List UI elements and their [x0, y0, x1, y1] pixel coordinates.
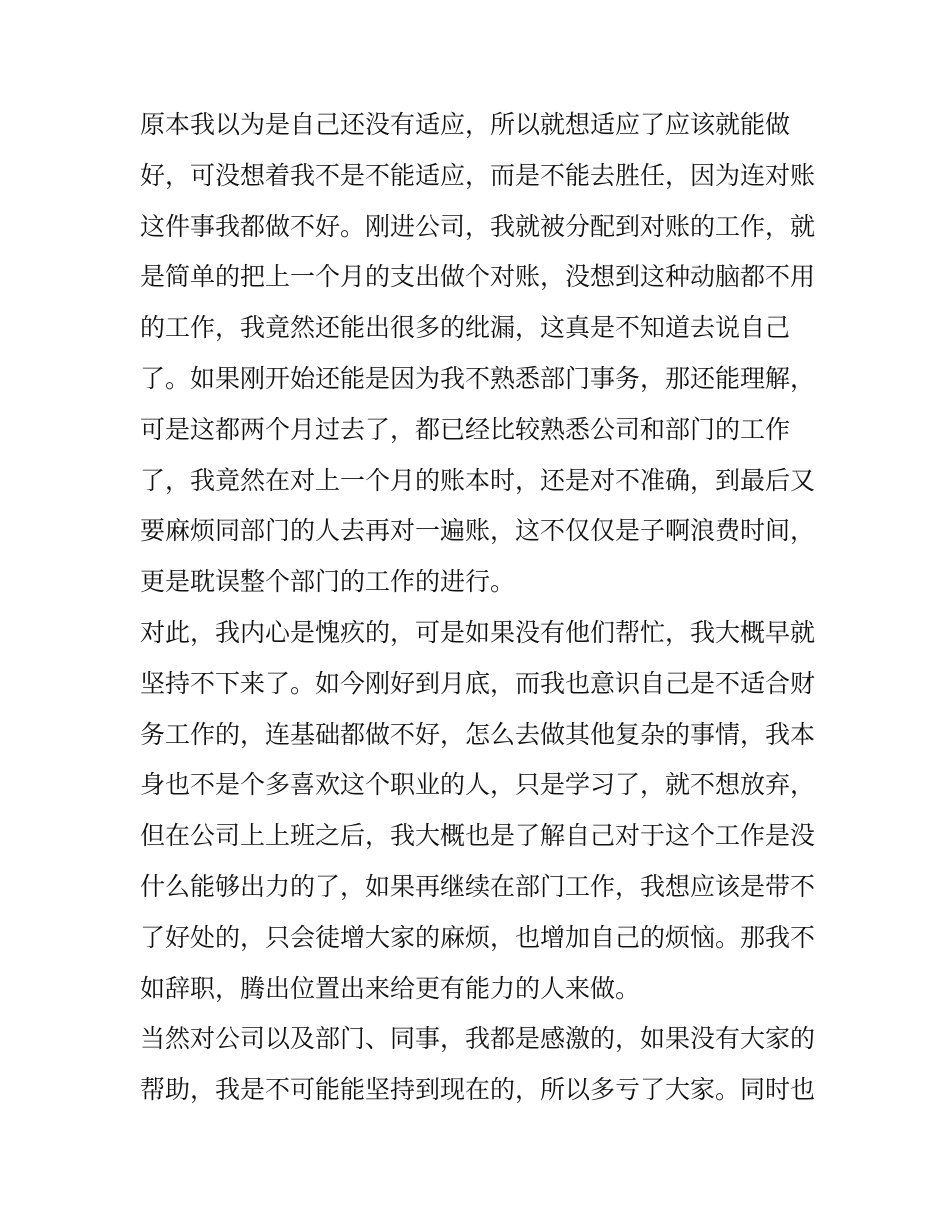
text-line: 原本我以为是自己还没有适应，所以就想适应了应该就能做: [140, 110, 791, 139]
text-line: 的工作，我竟然还能出很多的纰漏，这真是不知道去说自己: [140, 313, 791, 343]
text-line: 当然对公司以及部门、同事，我都是感激的，如果没有大家的: [140, 1024, 816, 1054]
text-line: 这件事我都做不好。刚进公司，我就被分配到对账的工作，就: [140, 211, 816, 241]
text-line: 要麻烦同部门的人去再对一遍账，这不仅仅是子啊浪费时间，: [140, 516, 816, 546]
text-line: 了，我竟然在对上一个月的账本时，还是对不准确，到最后又: [140, 465, 816, 495]
text-line: 是简单的把上一个月的支出做个对账，没想到这种动脑都不用: [140, 262, 816, 292]
text-line: 务工作的，连基础都做不好，怎么去做其他复杂的事情，我本: [140, 719, 816, 749]
text-line: 帮助，我是不可能能坚持到现在的，所以多亏了大家。同时也: [140, 1075, 816, 1105]
text-line: 身也不是个多喜欢这个职业的人，只是学习了，就不想放弃，: [140, 770, 816, 800]
text-line: 但在公司上上班之后，我大概也是了解自己对于这个工作是没: [140, 821, 816, 851]
text-line: 如辞职，腾出位置出来给更有能力的人来做。: [140, 973, 641, 1003]
text-line: 坚持不下来了。如今刚好到月底，而我也意识自己是不适合财: [140, 668, 816, 698]
text-line: 了。如果刚开始还能是因为我不熟悉部门事务，那还能理解，: [140, 363, 816, 393]
body-text: [140, 100, 820, 1116]
text-line: 好，可没想着我不是不能适应，而是不能去胜任，因为连对账: [140, 160, 816, 190]
text-line: 什么能够出力的了，如果再继续在部门工作，我想应该是带不: [140, 871, 816, 901]
text-line: 了好处的，只会徒增大家的麻烦，也增加自己的烦恼。那我不: [140, 922, 816, 952]
text-line: 更是耽误整个部门的工作的进行。: [140, 567, 516, 597]
text-line: 对此，我内心是愧疚的，可是如果没有他们帮忙，我大概早就: [140, 617, 816, 647]
text-line: 可是这都两个月过去了，都已经比较熟悉公司和部门的工作: [140, 414, 791, 444]
